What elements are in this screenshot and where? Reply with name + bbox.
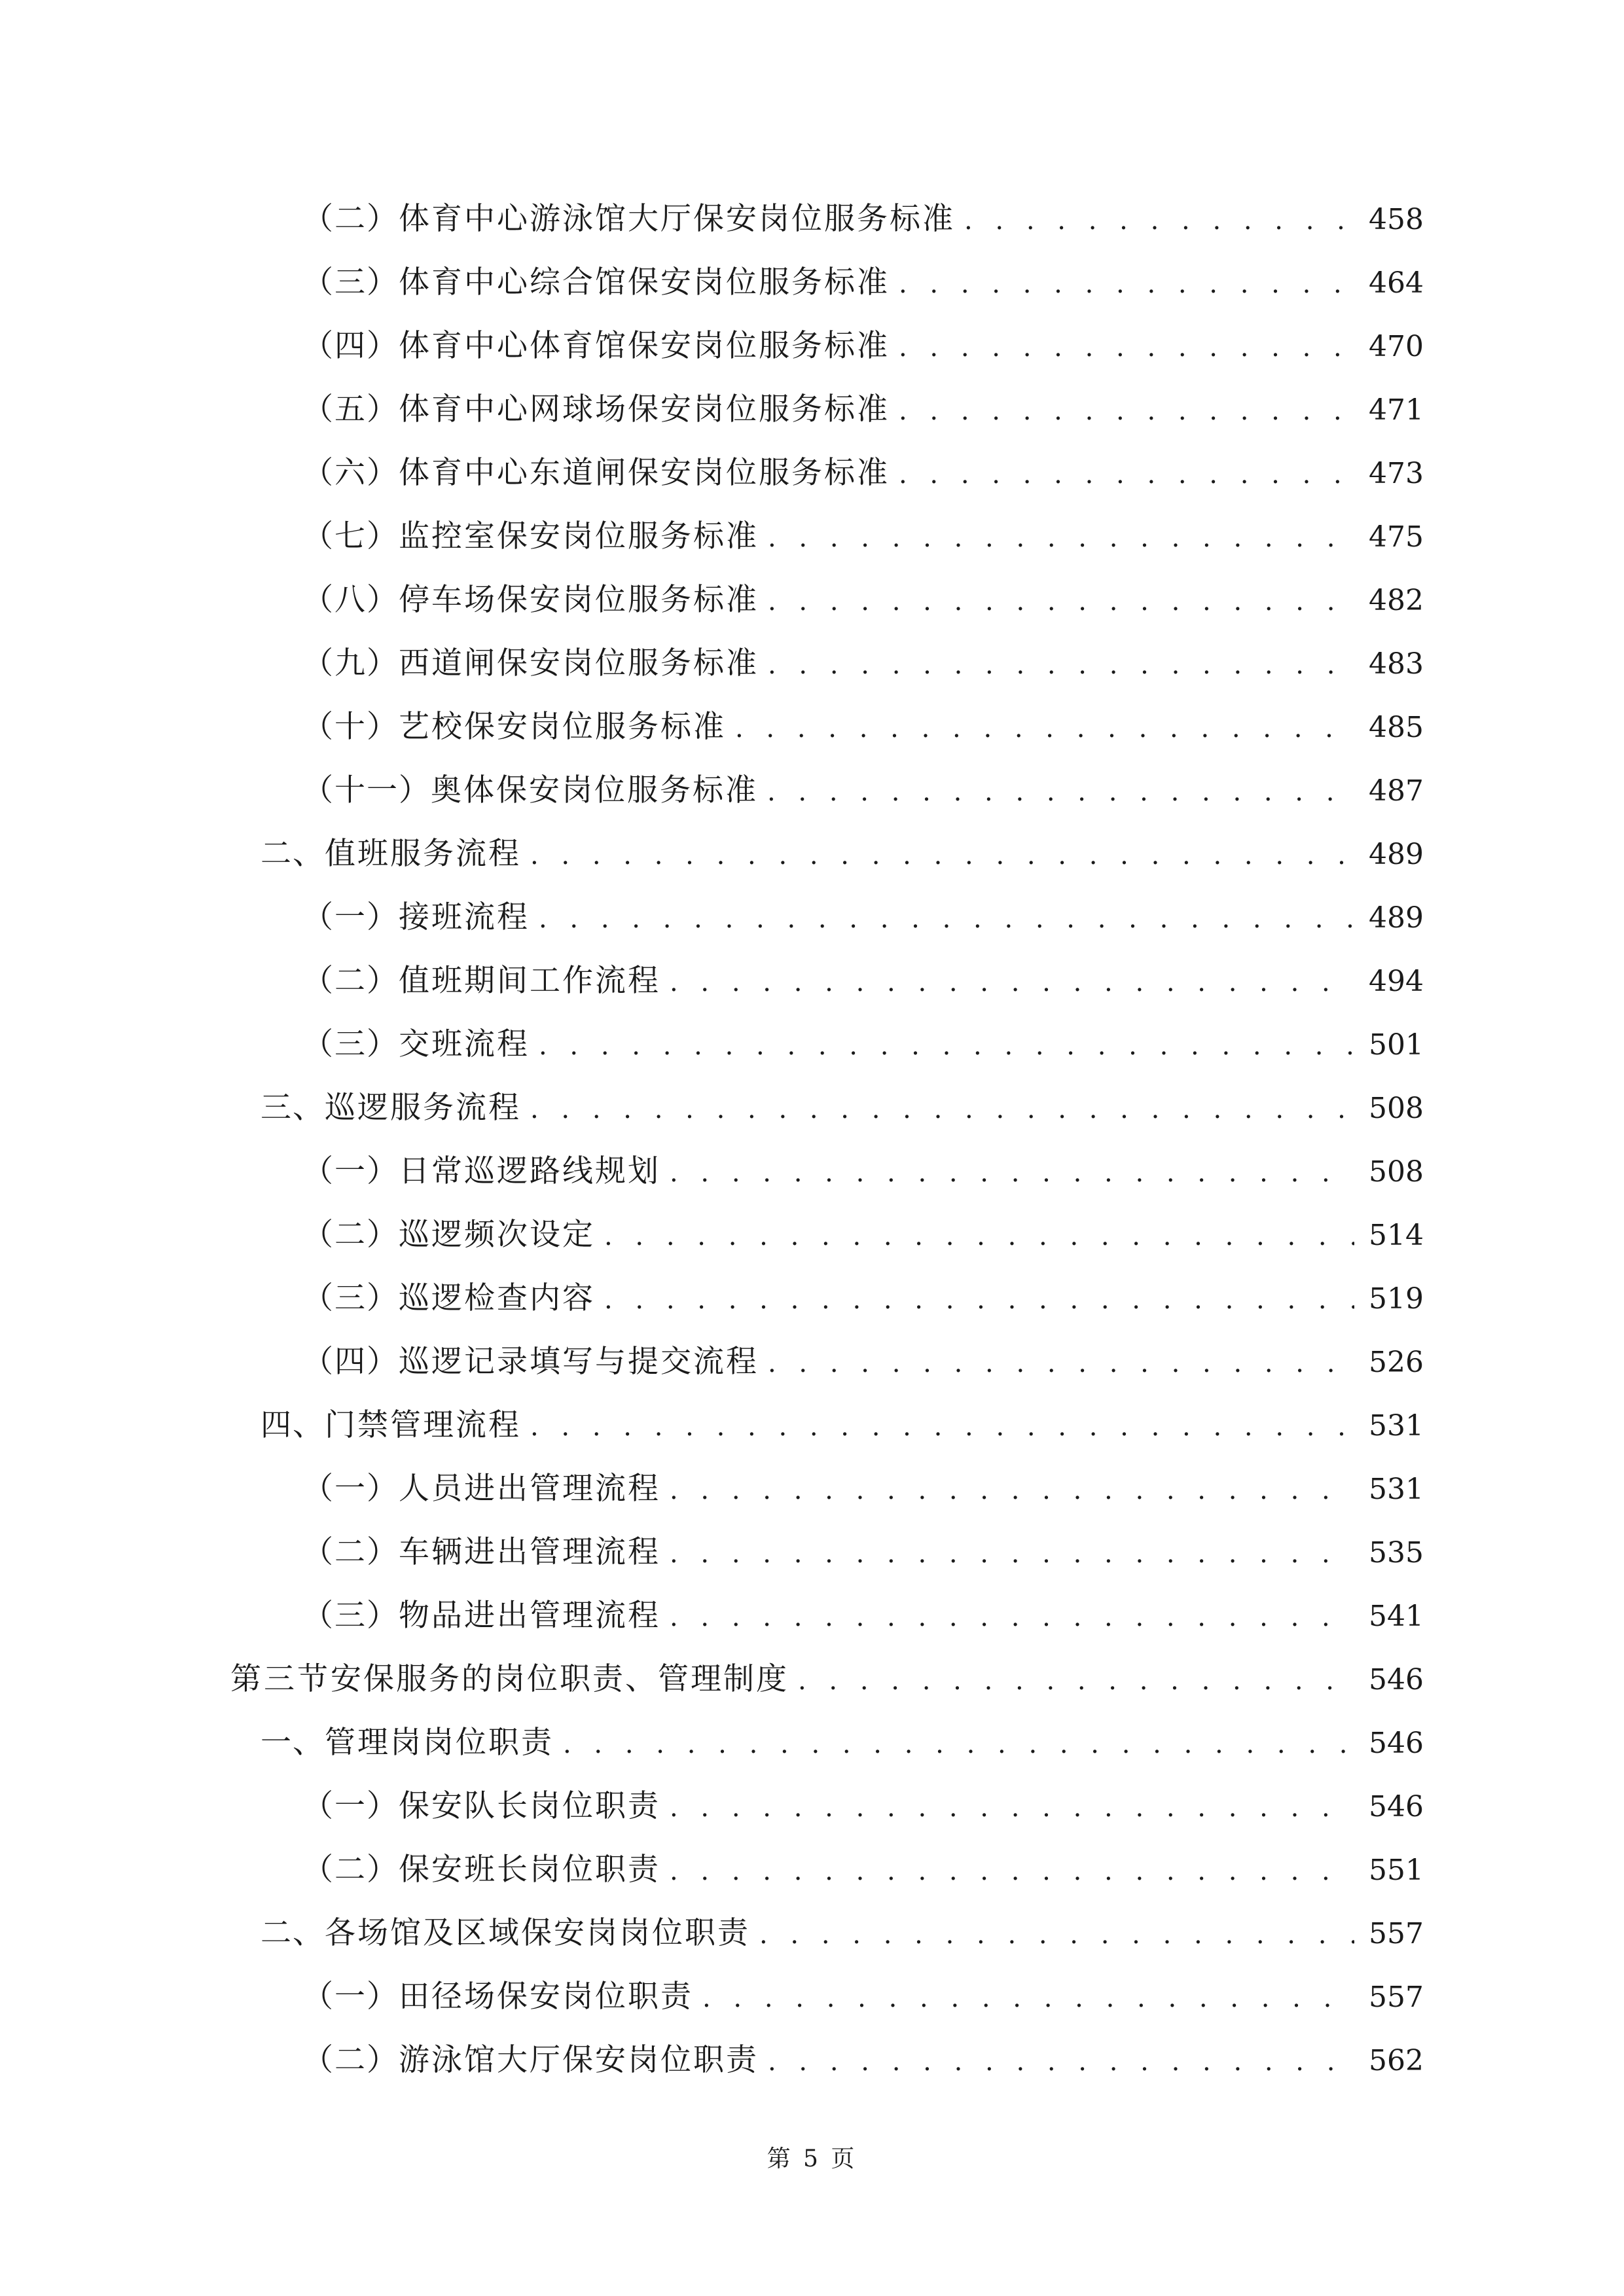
toc-entry[interactable] <box>0 1907 1624 1960</box>
dot-leader <box>670 1464 1354 1516</box>
toc-entry-page: 508 <box>1369 1155 1424 1189</box>
toc-entry[interactable] <box>0 1590 1624 1642</box>
dot-leader <box>539 1020 1354 1072</box>
toc-entry-title: 体育中心综合馆保安岗位服务标准 <box>399 264 890 300</box>
toc-entry-page: 557 <box>1369 1981 1424 2014</box>
toc-entry-page: 546 <box>1369 1790 1424 1823</box>
dot-leader <box>670 1147 1354 1199</box>
toc-entry-page: 508 <box>1369 1092 1424 1125</box>
toc-entry-number: （九） <box>302 645 399 681</box>
toc-entry-page: 526 <box>1369 1346 1424 1379</box>
toc-entry[interactable] <box>0 891 1624 944</box>
toc-entry[interactable] <box>0 1336 1624 1388</box>
dot-leader <box>768 512 1354 564</box>
toc-entry-page: 501 <box>1369 1028 1424 1062</box>
toc-entry-title: 体育中心东道闸保安岗位服务标准 <box>399 455 890 491</box>
toc-entry-number: （二） <box>302 201 399 237</box>
toc-entry-title: 车辆进出管理流程 <box>399 1534 660 1570</box>
toc-entry-title: 值班期间工作流程 <box>399 963 660 999</box>
toc-entry-title: 监控室保安岗位服务标准 <box>399 518 759 554</box>
toc-entry-page: 473 <box>1369 457 1424 490</box>
toc-entry-page: 489 <box>1369 901 1424 935</box>
toc-entry-page: 546 <box>1369 1663 1424 1696</box>
toc-entry[interactable] <box>0 764 1624 817</box>
toc-entry-page: 519 <box>1369 1282 1424 1316</box>
toc-entry-page: 557 <box>1369 1917 1424 1950</box>
toc-entry-number: （十） <box>302 709 399 745</box>
toc-entry-title: 体育中心网球场保安岗位服务标准 <box>399 391 890 427</box>
toc-entry-title: 体育中心游泳馆大厅保安岗位服务标准 <box>399 201 955 237</box>
toc-entry[interactable] <box>0 447 1624 499</box>
toc-entry-number: （十一） <box>302 772 431 808</box>
dot-leader <box>735 702 1354 755</box>
toc-entry-number: （二） <box>302 963 399 999</box>
toc-entry-number: 一、 <box>261 1725 325 1761</box>
dot-leader <box>899 258 1354 310</box>
toc-entry-number: （四） <box>302 328 399 364</box>
dot-leader <box>759 1909 1354 1961</box>
dot-leader <box>670 1528 1354 1580</box>
toc-entry[interactable] <box>0 574 1624 626</box>
toc-entry[interactable] <box>0 1209 1624 1261</box>
dot-leader <box>964 194 1354 247</box>
toc-entry[interactable] <box>0 828 1624 880</box>
toc-entry[interactable] <box>0 1145 1624 1198</box>
toc-entry-number: （七） <box>302 518 399 554</box>
toc-entry[interactable] <box>0 384 1624 436</box>
dot-leader <box>768 2036 1354 2088</box>
toc-entry-page: 541 <box>1369 1600 1424 1633</box>
toc-entry[interactable] <box>0 2034 1624 2087</box>
toc-entry-number: 四、 <box>261 1407 325 1443</box>
toc-entry-page: 470 <box>1369 330 1424 363</box>
dot-leader <box>670 1782 1354 1834</box>
toc-entry[interactable] <box>0 1971 1624 2023</box>
toc-entry-title: 各场馆及区域保安岗岗位职责 <box>325 1915 750 1951</box>
toc-entry-page: 531 <box>1369 1473 1424 1506</box>
toc-entry[interactable] <box>0 955 1624 1007</box>
toc-entry-title: 值班服务流程 <box>325 836 521 872</box>
toc-entry[interactable] <box>0 193 1624 245</box>
toc-entry[interactable] <box>0 1082 1624 1134</box>
toc-entry-page: 531 <box>1369 1409 1424 1443</box>
toc-entry[interactable] <box>0 511 1624 563</box>
toc-entry-title: 巡逻服务流程 <box>325 1090 521 1126</box>
toc-entry-number: （三） <box>302 264 399 300</box>
toc-entry-page: 489 <box>1369 838 1424 871</box>
toc-entry-number: （二） <box>302 1534 399 1570</box>
toc-entry-number: （六） <box>302 455 399 491</box>
dot-leader <box>670 956 1354 1009</box>
toc-entry-page: 535 <box>1369 1536 1424 1570</box>
toc-entry-title: 物品进出管理流程 <box>399 1598 660 1634</box>
dot-leader <box>899 448 1354 501</box>
toc-entry[interactable] <box>0 1780 1624 1833</box>
toc-entry-number: （一） <box>302 1153 399 1189</box>
dot-leader <box>539 893 1354 945</box>
toc-entry-number: （一） <box>302 899 399 935</box>
dot-leader <box>670 1591 1354 1643</box>
toc-entry-title: 巡逻频次设定 <box>399 1217 595 1253</box>
dot-leader <box>768 575 1354 628</box>
toc-entry[interactable] <box>0 1653 1624 1706</box>
toc-entry-number: （四） <box>302 1344 399 1380</box>
dot-leader <box>899 321 1354 374</box>
toc-entry[interactable] <box>0 1717 1624 1769</box>
toc-entry-number: 二、 <box>261 836 325 872</box>
dot-leader <box>767 766 1354 818</box>
toc-entry-title: 游泳馆大厅保安岗位职责 <box>399 2042 759 2078</box>
dot-leader <box>530 829 1354 882</box>
toc-entry-title: 人员进出管理流程 <box>399 1471 660 1507</box>
toc-entry-number: （二） <box>302 2042 399 2078</box>
toc-entry-page: 487 <box>1369 774 1424 808</box>
toc-entry-number: （八） <box>302 582 399 618</box>
toc-entry[interactable] <box>0 637 1624 690</box>
dot-leader <box>702 1972 1354 2024</box>
toc-entry[interactable] <box>0 1272 1624 1325</box>
dot-leader <box>798 1655 1354 1707</box>
toc-entry-title: 奥体保安岗位服务标准 <box>431 772 758 808</box>
toc-entry-number: 三、 <box>261 1090 325 1126</box>
toc-entry-page: 483 <box>1369 647 1424 681</box>
page-number-footer: 第 5 页 <box>767 2145 857 2172</box>
toc-entry-number: 第三节 <box>230 1661 331 1697</box>
toc-entry-number: （三） <box>302 1026 399 1062</box>
toc-entry-page: 562 <box>1369 2044 1424 2077</box>
toc-entry-number: （二） <box>302 1852 399 1888</box>
toc-entry-title: 保安队长岗位职责 <box>399 1788 660 1824</box>
toc-entry-page: 485 <box>1369 711 1424 744</box>
toc-entry-title: 田径场保安岗位职责 <box>399 1979 693 2015</box>
toc-entry-title: 日常巡逻路线规划 <box>399 1153 660 1189</box>
toc-entry-title: 交班流程 <box>399 1026 530 1062</box>
toc-entry[interactable] <box>0 320 1624 372</box>
toc-entry-page: 464 <box>1369 266 1424 300</box>
toc-entry-number: （一） <box>302 1471 399 1507</box>
toc-entry-page: 494 <box>1369 965 1424 998</box>
toc-entry-page: 471 <box>1369 393 1424 427</box>
toc-entry[interactable] <box>0 1018 1624 1071</box>
toc-entry[interactable] <box>0 701 1624 753</box>
dot-leader <box>670 1845 1354 1897</box>
toc-entry-title: 巡逻检查内容 <box>399 1280 595 1316</box>
toc-entry[interactable] <box>0 257 1624 309</box>
toc-entry[interactable] <box>0 1526 1624 1579</box>
toc-entry[interactable] <box>0 1399 1624 1452</box>
toc-entry-number: （三） <box>302 1598 399 1634</box>
toc-entry-number: （一） <box>302 1979 399 2015</box>
toc-entry-page: 482 <box>1369 584 1424 617</box>
dot-leader <box>768 1337 1354 1390</box>
toc-entry-title: 西道闸保安岗位服务标准 <box>399 645 759 681</box>
toc-entry-title: 体育中心体育馆保安岗位服务标准 <box>399 328 890 364</box>
toc-entry-title: 巡逻记录填写与提交流程 <box>399 1344 759 1380</box>
toc-entry-page: 514 <box>1369 1219 1424 1252</box>
toc-entry-number: （三） <box>302 1280 399 1316</box>
toc-entry-title: 安保服务的岗位职责、管理制度 <box>331 1661 789 1697</box>
toc-entry[interactable] <box>0 1463 1624 1515</box>
toc-entry-number: （一） <box>302 1788 399 1824</box>
toc-entry-page: 546 <box>1369 1727 1424 1760</box>
toc-entry-page: 551 <box>1369 1854 1424 1887</box>
toc-entry-title: 停车场保安岗位服务标准 <box>399 582 759 618</box>
toc-entry-title: 门禁管理流程 <box>325 1407 521 1443</box>
toc-entry-title: 艺校保安岗位服务标准 <box>399 709 726 745</box>
toc-entry-page: 475 <box>1369 520 1424 554</box>
toc-entry-title: 接班流程 <box>399 899 530 935</box>
toc-entry-title: 保安班长岗位职责 <box>399 1852 660 1888</box>
toc-entry[interactable] <box>0 1844 1624 1896</box>
dot-leader <box>768 639 1354 691</box>
dot-leader <box>530 1401 1354 1453</box>
toc-entry-number: 二、 <box>261 1915 325 1951</box>
toc-entry-title: 管理岗岗位职责 <box>325 1725 554 1761</box>
dot-leader <box>604 1210 1354 1263</box>
toc-entry-number: （二） <box>302 1217 399 1253</box>
dot-leader <box>530 1083 1354 1136</box>
dot-leader <box>604 1274 1354 1326</box>
toc-entry-number: （五） <box>302 391 399 427</box>
dot-leader <box>899 385 1354 437</box>
toc-entry-page: 458 <box>1369 203 1424 236</box>
dot-leader <box>563 1718 1354 1770</box>
